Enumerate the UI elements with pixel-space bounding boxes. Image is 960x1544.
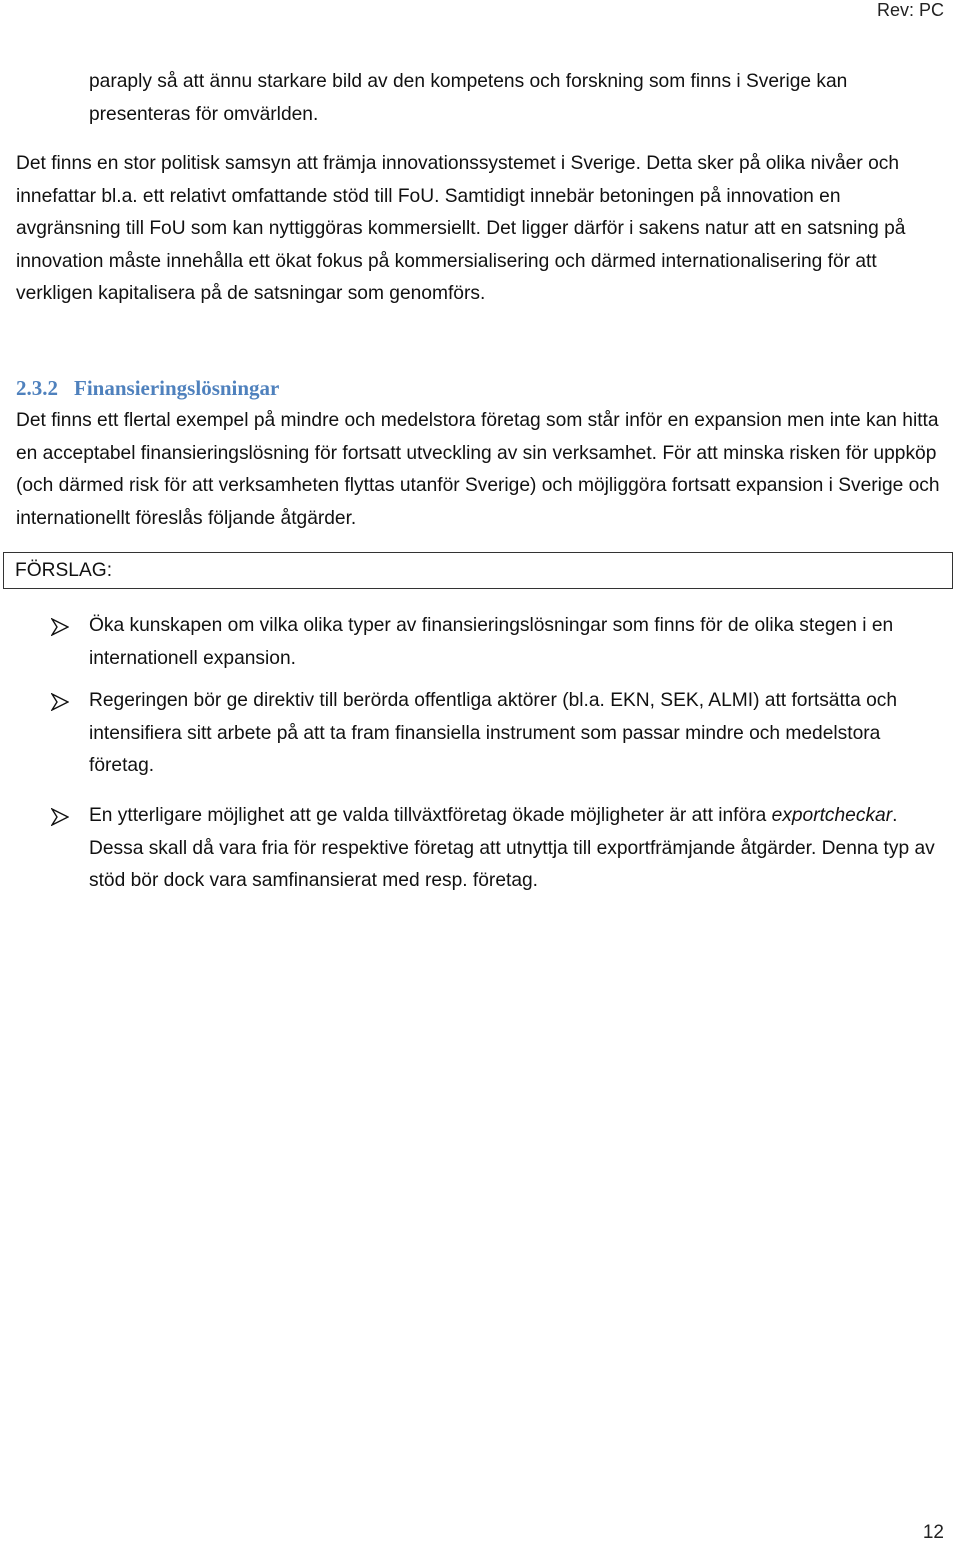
emphasized-term: exportcheckar <box>771 805 893 826</box>
arrow-bullet-icon <box>51 693 69 711</box>
section-body: Det finns ett flertal exempel på mindre och medelstora företag som står inför en expansion men inte kan hitta en acceptabel finansieringslösning för fortsatt utveckling av sin verksamhet. För att minska risken för uppköp (och därmed risk för att verksamheten flyttas utanför Sverige) och möjliggöra fortsatt expansion i Sverige och internationellt föreslås följande åtgärder. <box>16 410 940 529</box>
proposal-item <box>51 610 946 675</box>
page-number: 12 <box>922 1522 944 1543</box>
section-number: 2.3.2 <box>16 376 58 400</box>
proposal-text-end: . Dessa skall då vara fria för respektive företag att utnyttja till exportfrämjande åtgärder. Denna typ av stöd bör dock vara samfinansierat med resp. företag. <box>89 805 935 891</box>
proposal-item <box>51 685 946 783</box>
arrow-bullet-icon <box>51 808 69 826</box>
proposal-item-text: Regeringen bör ge direktiv till berörda offentliga aktörer (bl.a. EKN, SEK, ALMI) att fortsätta och intensifiera sitt arbete på att ta fram finansiella instrument som passar mindre och medelstora företag. <box>89 690 898 776</box>
paragraph-innovation: Det finns en stor politisk samsyn att främja innovationssystemet i Sverige. Detta sker på olika nivåer och innefattar bl.a. ett relativt omfattande stöd till FoU. Samtidigt innebär betoningen på innovation en avgränsning till FoU som kan nyttiggöras kommersiellt. Det ligger därför i sakens natur att en satsning på innovation måste innehålla ett ökat fokus på kommersialisering och därmed internationalisering för att verkligen kapitalisera på de satsningar som genomförs. <box>16 153 906 304</box>
proposal-item-text <box>89 800 946 898</box>
section-title: Finansieringslösningar <box>74 376 280 400</box>
proposal-item <box>51 800 946 898</box>
proposal-item-text: Öka kunskapen om vilka olika typer av finansieringslösningar som finns för de olika stegen i en internationell expansion. <box>89 615 894 669</box>
proposal-text-start: En ytterligare möjlighet att ge valda tillväxtföretag ökade möjligheter är att införa <box>89 805 772 826</box>
section-heading <box>16 372 279 404</box>
proposal-box <box>3 552 953 589</box>
paragraph-intro: paraply så att ännu starkare bild av den kompetens och forskning som finns i Sverige kan presenteras för omvärlden. <box>89 71 848 125</box>
arrow-bullet-icon <box>51 618 69 636</box>
proposal-label: FÖRSLAG: <box>15 560 113 581</box>
revision-label: Rev: PC <box>876 0 944 20</box>
